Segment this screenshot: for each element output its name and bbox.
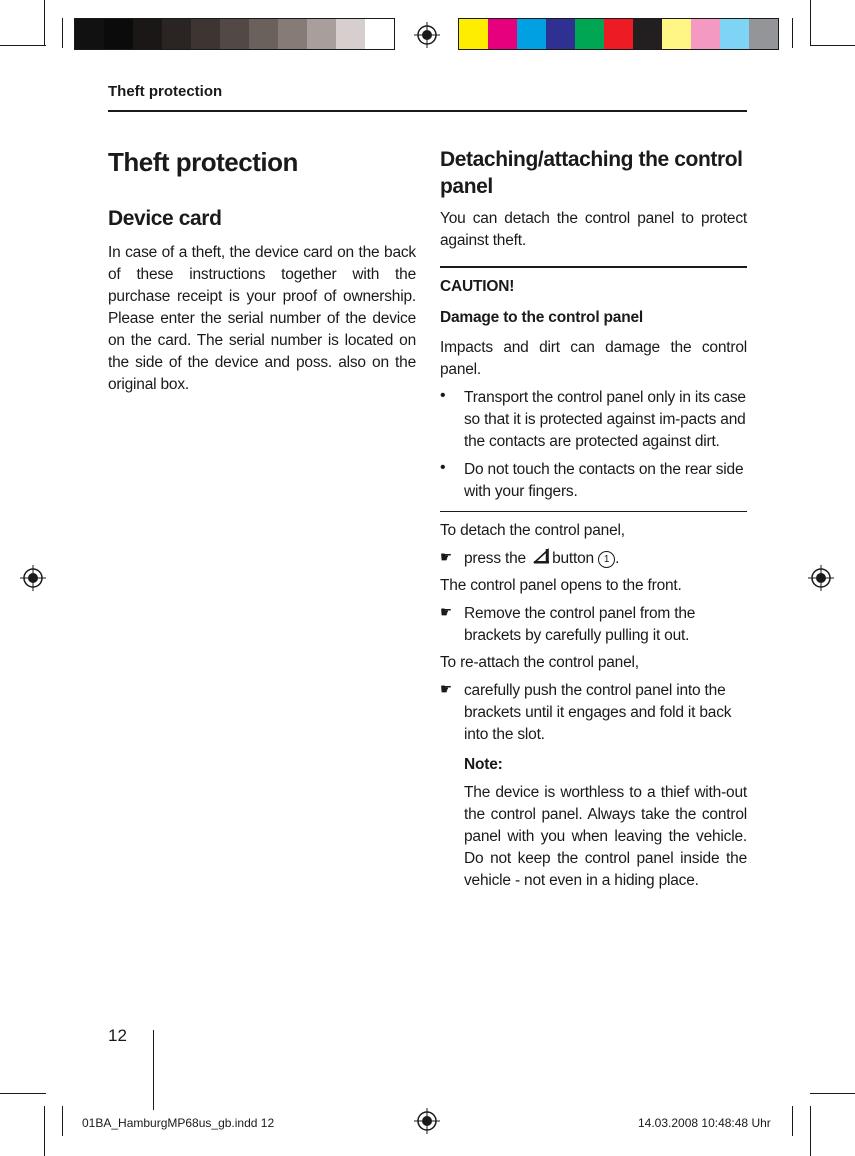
page-title: Theft protection: [108, 147, 298, 177]
crop-mark: [810, 1093, 855, 1094]
color-swatch: [749, 19, 778, 49]
caution-text: Impacts and dirt can damage the control panel.: [440, 338, 747, 378]
note-label: Note:: [464, 756, 503, 773]
gray-calibration-bar: [74, 18, 395, 50]
note-block: [464, 754, 747, 892]
bullet-text: Transport the control panel only in its case so that it is protected against im-pacts and the contacts are protected against dirt.: [464, 388, 746, 450]
registration-mark-icon: [414, 22, 440, 48]
header-rule: [108, 110, 747, 112]
caution-bottom-rule: [440, 511, 747, 513]
crop-mark: [44, 1106, 45, 1156]
gray-swatch: [336, 19, 365, 49]
page-number-rule: [153, 1030, 154, 1110]
crop-mark: [62, 18, 63, 48]
color-swatch: [517, 19, 546, 49]
gray-swatch: [162, 19, 191, 49]
crop-mark: [44, 0, 45, 46]
gray-swatch: [249, 19, 278, 49]
hand-pointer-icon: ☛: [440, 604, 453, 621]
registration-mark-icon: [414, 1108, 440, 1134]
step-text: .: [615, 550, 620, 567]
gray-swatch: [133, 19, 162, 49]
hand-pointer-icon: ☛: [440, 681, 453, 698]
gray-swatch: [307, 19, 336, 49]
color-swatch: [633, 19, 662, 49]
caution-top-rule: [440, 266, 747, 268]
crop-mark: [810, 1106, 811, 1156]
detach-intro: To detach the control panel,: [440, 522, 625, 539]
crop-mark: [0, 45, 46, 46]
caution-label: CAUTION!: [440, 277, 515, 295]
note-text: The device is worthless to a thief with-out the control panel. Always take the control panel with you when leaving the vehicle. Do not keep the control panel inside the vehicle - not even in a hiding place.: [464, 784, 747, 889]
crop-mark: [810, 45, 855, 46]
release-button-icon: [533, 548, 551, 564]
color-swatch: [546, 19, 575, 49]
section-heading: Detaching/attaching the control panel: [440, 148, 743, 198]
crop-mark: [792, 1106, 793, 1136]
gray-swatch: [104, 19, 133, 49]
step-remove: Remove the control panel from the brackets by carefully pulling it out.: [464, 605, 696, 644]
color-swatch: [720, 19, 749, 49]
callout-number: 1: [598, 551, 615, 568]
color-swatch: [691, 19, 720, 49]
opens-text: The control panel opens to the front.: [440, 577, 682, 594]
color-swatch: [488, 19, 517, 49]
bullet-icon: •: [440, 458, 446, 476]
crop-mark: [62, 1106, 63, 1136]
left-column: [108, 146, 416, 396]
intro-text: You can detach the control panel to protect against theft.: [440, 210, 747, 249]
page-number: 12: [108, 1026, 127, 1045]
color-swatch: [459, 19, 488, 49]
list-item: [440, 548, 747, 570]
running-header: Theft protection: [108, 83, 223, 100]
device-card-heading: Device card: [108, 207, 222, 230]
crop-mark: [0, 1093, 46, 1094]
gray-swatch: [278, 19, 307, 49]
footer-timestamp: 14.03.2008 10:48:48 Uhr: [638, 1116, 771, 1130]
step-text: press the: [464, 550, 526, 567]
hand-pointer-icon: ☛: [440, 549, 453, 566]
crop-mark: [810, 0, 811, 46]
gray-swatch: [220, 19, 249, 49]
step-reattach: carefully push the control panel into the brackets until it engages and fold it back into the slot.: [464, 682, 732, 743]
step-text: button: [552, 550, 594, 567]
device-card-text: In case of a theft, the device card on the back of these instructions together with the purchase receipt is your proof of ownership. Please enter the serial number of the device on the card. The serial number is located on the side of the device and poss. also on the original box.: [108, 244, 416, 393]
list-item: [440, 603, 747, 647]
list-item: [440, 459, 747, 503]
color-swatch: [662, 19, 691, 49]
step-press-release: [464, 548, 747, 570]
caution-subhead: Damage to the control panel: [440, 308, 644, 326]
gray-swatch: [191, 19, 220, 49]
footer-filename: 01BA_HamburgMP68us_gb.indd 12: [82, 1116, 275, 1130]
color-swatch: [575, 19, 604, 49]
list-item: [440, 680, 747, 746]
bullet-icon: •: [440, 386, 446, 404]
color-swatch: [604, 19, 633, 49]
registration-mark-icon: [808, 565, 834, 591]
bullet-text: Do not touch the contacts on the rear side with your fingers.: [464, 460, 744, 500]
right-column: [440, 146, 747, 892]
list-item: [440, 387, 747, 453]
crop-mark: [792, 18, 793, 48]
color-calibration-bar: [458, 18, 779, 50]
gray-swatch: [365, 19, 394, 49]
reattach-intro: To re-attach the control panel,: [440, 654, 639, 671]
registration-mark-icon: [20, 565, 46, 591]
gray-swatch: [75, 19, 104, 49]
